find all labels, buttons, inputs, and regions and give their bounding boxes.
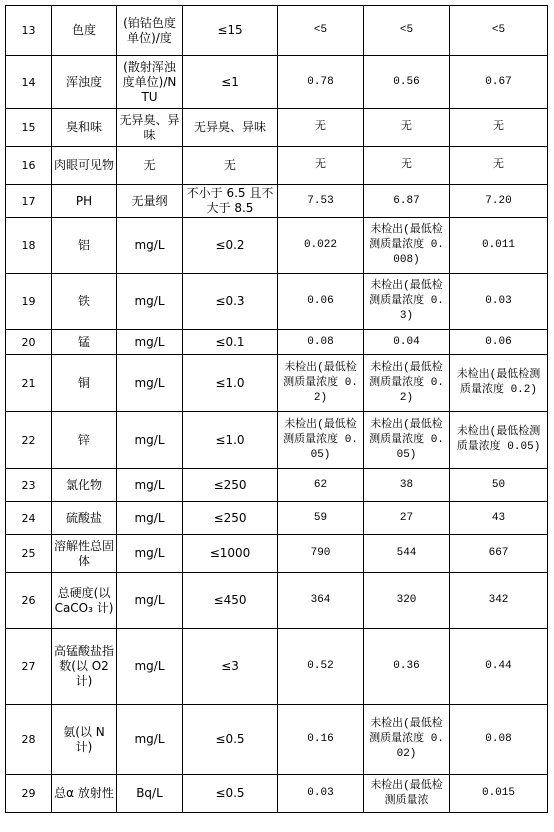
- sample-3-result: 0.08: [450, 705, 548, 775]
- sample-1-result: 790: [278, 535, 364, 573]
- sample-2-result: 38: [364, 469, 450, 502]
- row-number: 25: [6, 535, 52, 573]
- table-row: [6, 355, 548, 412]
- sample-3-result: 无: [450, 109, 548, 147]
- limit-value: ≤250: [183, 502, 278, 535]
- sample-1-result: 59: [278, 502, 364, 535]
- table-row: [6, 56, 548, 109]
- unit: mg/L: [117, 573, 183, 629]
- item-name: 铜: [52, 355, 117, 412]
- limit-value: 不小于 6.5 且不大于 8.5: [183, 185, 278, 218]
- sample-3-result: 0.015: [450, 775, 548, 813]
- sample-3-result: 未检出(最低检测质量浓度 0.05): [450, 412, 548, 469]
- item-name: PH: [52, 185, 117, 218]
- row-number: 24: [6, 502, 52, 535]
- unit: mg/L: [117, 330, 183, 355]
- row-number: 19: [6, 274, 52, 330]
- table-row: [6, 185, 548, 218]
- sample-2-result: 无: [364, 147, 450, 185]
- sample-2-result: 未检出(最低检测质量浓: [364, 775, 450, 813]
- sample-2-result: 未检出(最低检测质量浓度 0.02): [364, 705, 450, 775]
- sample-2-result: 6.87: [364, 185, 450, 218]
- sample-1-result: 0.06: [278, 274, 364, 330]
- row-number: 14: [6, 56, 52, 109]
- row-number: 27: [6, 629, 52, 705]
- limit-value: ≤3: [183, 629, 278, 705]
- item-name: 硫酸盐: [52, 502, 117, 535]
- unit: 无: [117, 147, 183, 185]
- sample-2-result: <5: [364, 6, 450, 56]
- limit-value: ≤450: [183, 573, 278, 629]
- sample-1-result: 0.08: [278, 330, 364, 355]
- unit: mg/L: [117, 412, 183, 469]
- row-number: 28: [6, 705, 52, 775]
- sample-1-result: 0.03: [278, 775, 364, 813]
- sample-2-result: 未检出(最低检测质量浓度 0.05): [364, 412, 450, 469]
- table-row: [6, 573, 548, 629]
- unit: 无异臭、异 味: [117, 109, 183, 147]
- table-row: [6, 330, 548, 355]
- row-number: 16: [6, 147, 52, 185]
- unit: mg/L: [117, 629, 183, 705]
- sample-2-result: 0.04: [364, 330, 450, 355]
- sample-3-result: 7.20: [450, 185, 548, 218]
- row-number: 26: [6, 573, 52, 629]
- limit-value: ≤0.5: [183, 705, 278, 775]
- sample-2-result: 320: [364, 573, 450, 629]
- item-name: 肉眼可见物: [52, 147, 117, 185]
- sample-1-result: 0.78: [278, 56, 364, 109]
- sample-3-result: 0.03: [450, 274, 548, 330]
- table-row: [6, 535, 548, 573]
- sample-3-result: 667: [450, 535, 548, 573]
- sample-1-result: 0.16: [278, 705, 364, 775]
- limit-value: ≤1.0: [183, 412, 278, 469]
- sample-3-result: 0.44: [450, 629, 548, 705]
- sample-1-result: 未检出(最低检测质量浓度 0.05): [278, 412, 364, 469]
- limit-value: ≤250: [183, 469, 278, 502]
- table-body: [6, 6, 548, 813]
- item-name: 铁: [52, 274, 117, 330]
- table-row: [6, 274, 548, 330]
- table-row: [6, 218, 548, 274]
- limit-value: ≤1: [183, 56, 278, 109]
- item-name: 溶解性总固体: [52, 535, 117, 573]
- row-number: 17: [6, 185, 52, 218]
- limit-value: 无异臭、异味: [183, 109, 278, 147]
- sample-2-result: 无: [364, 109, 450, 147]
- row-number: 20: [6, 330, 52, 355]
- unit: (散射浑浊度单位)/NTU: [117, 56, 183, 109]
- water-quality-table: [5, 5, 548, 813]
- row-number: 15: [6, 109, 52, 147]
- limit-value: ≤15: [183, 6, 278, 56]
- sample-3-result: 342: [450, 573, 548, 629]
- item-name: 锰: [52, 330, 117, 355]
- sample-3-result: 43: [450, 502, 548, 535]
- item-name: 锌: [52, 412, 117, 469]
- table-row: [6, 6, 548, 56]
- unit: mg/L: [117, 705, 183, 775]
- row-number: 21: [6, 355, 52, 412]
- item-name: 臭和味: [52, 109, 117, 147]
- table-row: [6, 502, 548, 535]
- row-number: 23: [6, 469, 52, 502]
- sample-3-result: 0.011: [450, 218, 548, 274]
- limit-value: ≤0.1: [183, 330, 278, 355]
- item-name: 铝: [52, 218, 117, 274]
- unit: mg/L: [117, 274, 183, 330]
- item-name: 浑浊度: [52, 56, 117, 109]
- limit-value: ≤1.0: [183, 355, 278, 412]
- sample-2-result: 未检出(最低检测质量浓度 0.008): [364, 218, 450, 274]
- limit-value: ≤1000: [183, 535, 278, 573]
- item-name: 总硬度(以 CaCO₃ 计): [52, 573, 117, 629]
- sample-1-result: 无: [278, 109, 364, 147]
- unit: mg/L: [117, 535, 183, 573]
- item-name: 高锰酸盐指数(以 O2 计): [52, 629, 117, 705]
- table-row: [6, 412, 548, 469]
- sample-2-result: 27: [364, 502, 450, 535]
- sample-3-result: 无: [450, 147, 548, 185]
- limit-value: 无: [183, 147, 278, 185]
- table-row: [6, 109, 548, 147]
- unit: (铂钴色度单位)/度: [117, 6, 183, 56]
- sample-1-result: 无: [278, 147, 364, 185]
- limit-value: ≤0.2: [183, 218, 278, 274]
- table-row: [6, 775, 548, 813]
- item-name: 总α 放射性: [52, 775, 117, 813]
- sample-3-result: 0.67: [450, 56, 548, 109]
- table-row: [6, 147, 548, 185]
- unit: mg/L: [117, 469, 183, 502]
- row-number: 29: [6, 775, 52, 813]
- unit: mg/L: [117, 355, 183, 412]
- item-name: 色度: [52, 6, 117, 56]
- table-row: [6, 629, 548, 705]
- row-number: 22: [6, 412, 52, 469]
- sample-1-result: <5: [278, 6, 364, 56]
- sample-1-result: 62: [278, 469, 364, 502]
- sample-1-result: 7.53: [278, 185, 364, 218]
- table-row: [6, 705, 548, 775]
- sample-3-result: 未检出(最低检测质量浓度 0.2): [450, 355, 548, 412]
- unit: mg/L: [117, 502, 183, 535]
- sample-1-result: 0.52: [278, 629, 364, 705]
- sample-2-result: 未检出(最低检测质量浓度 0.3): [364, 274, 450, 330]
- sample-3-result: <5: [450, 6, 548, 56]
- row-number: 18: [6, 218, 52, 274]
- sample-2-result: 544: [364, 535, 450, 573]
- unit: 无量纲: [117, 185, 183, 218]
- row-number: 13: [6, 6, 52, 56]
- sample-2-result: 0.56: [364, 56, 450, 109]
- item-name: 氯化物: [52, 469, 117, 502]
- limit-value: ≤0.5: [183, 775, 278, 813]
- limit-value: ≤0.3: [183, 274, 278, 330]
- sample-3-result: 50: [450, 469, 548, 502]
- sample-2-result: 未检出(最低检测质量浓度 0.2): [364, 355, 450, 412]
- sample-1-result: 0.022: [278, 218, 364, 274]
- sample-1-result: 364: [278, 573, 364, 629]
- unit: mg/L: [117, 218, 183, 274]
- table-row: [6, 469, 548, 502]
- sample-1-result: 未检出(最低检测质量浓度 0.2): [278, 355, 364, 412]
- unit: Bq/L: [117, 775, 183, 813]
- item-name: 氨(以 N 计): [52, 705, 117, 775]
- sample-3-result: 0.06: [450, 330, 548, 355]
- sample-2-result: 0.36: [364, 629, 450, 705]
